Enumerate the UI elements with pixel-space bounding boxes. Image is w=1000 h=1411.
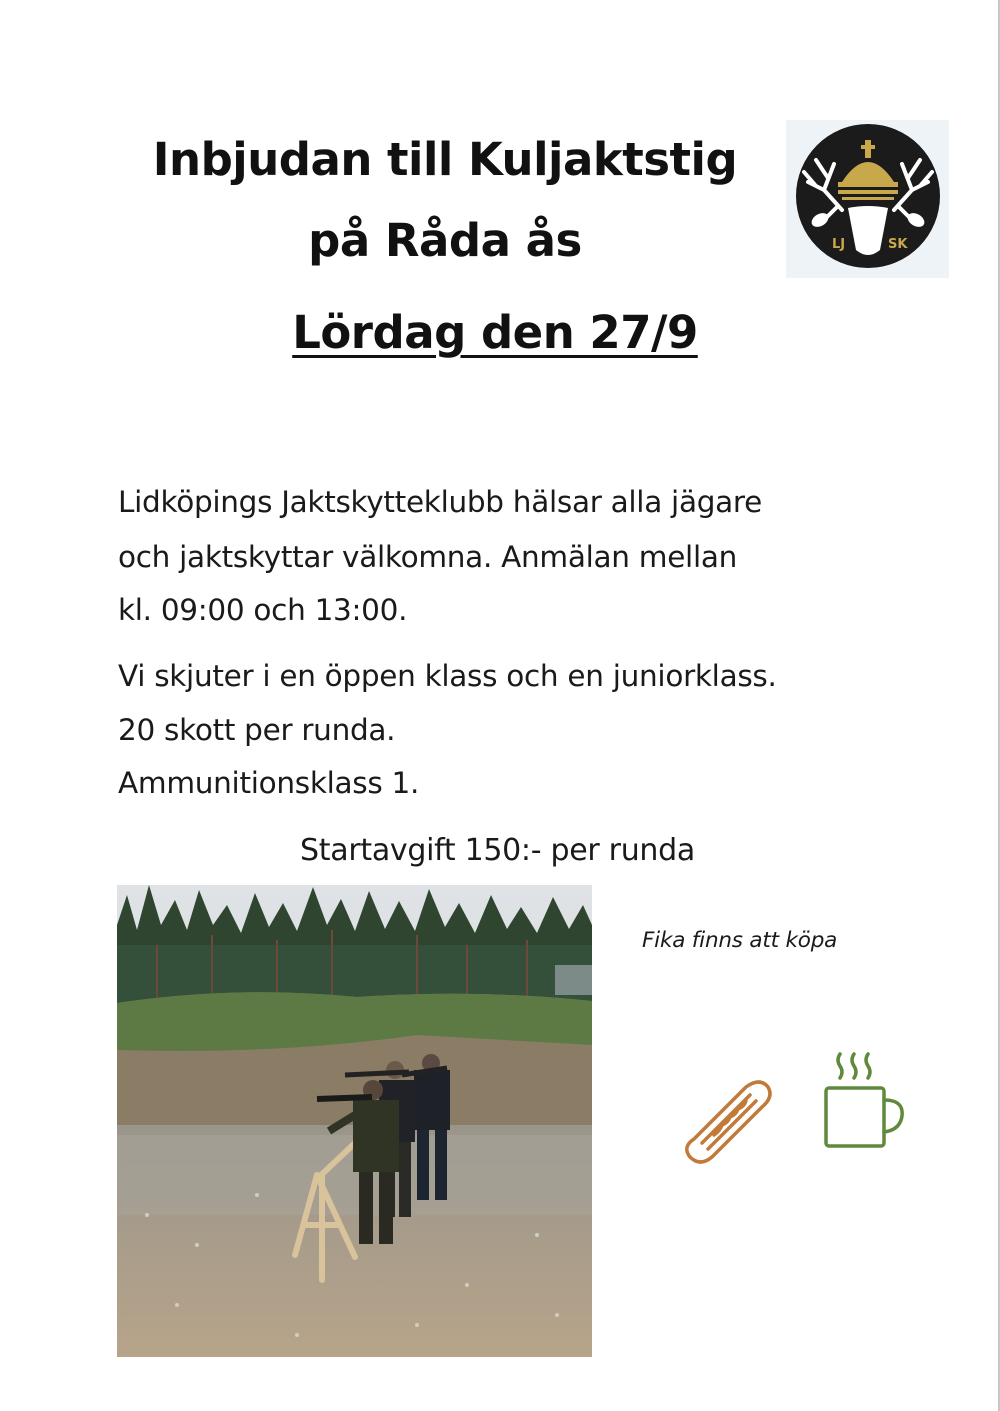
club-logo bbox=[786, 120, 949, 278]
entry-fee: Startavgift 150:- per runda bbox=[300, 833, 695, 868]
class-line-3: Ammunitionsklass 1. bbox=[118, 766, 420, 800]
svg-text:LJ: LJ bbox=[832, 237, 846, 252]
class-line-1: Vi skjuter i en öppen klass och en juniorklass. bbox=[118, 659, 777, 693]
hotdog-icon bbox=[680, 1073, 776, 1169]
title-line-1: Inbjudan till Kuljaktstig bbox=[152, 133, 738, 186]
class-line-2: 20 skott per runda. bbox=[118, 713, 396, 747]
fika-text: Fika finns att köpa bbox=[642, 928, 838, 953]
shooting-range-photo bbox=[117, 885, 592, 1357]
invite-line-3: kl. 09:00 och 13:00. bbox=[118, 593, 408, 627]
title-line-2: på Råda ås bbox=[308, 214, 582, 267]
invite-line-1: Lidköpings Jaktskytteklubb hälsar alla jägare bbox=[118, 485, 762, 519]
svg-text:SK: SK bbox=[888, 237, 908, 252]
club-emblem-icon bbox=[786, 120, 949, 278]
event-date: Lördag den 27/9 bbox=[292, 306, 698, 359]
coffee-cup-icon bbox=[822, 1050, 908, 1152]
invite-line-2: och jaktskyttar välkomna. Anmälan mellan bbox=[118, 540, 738, 574]
